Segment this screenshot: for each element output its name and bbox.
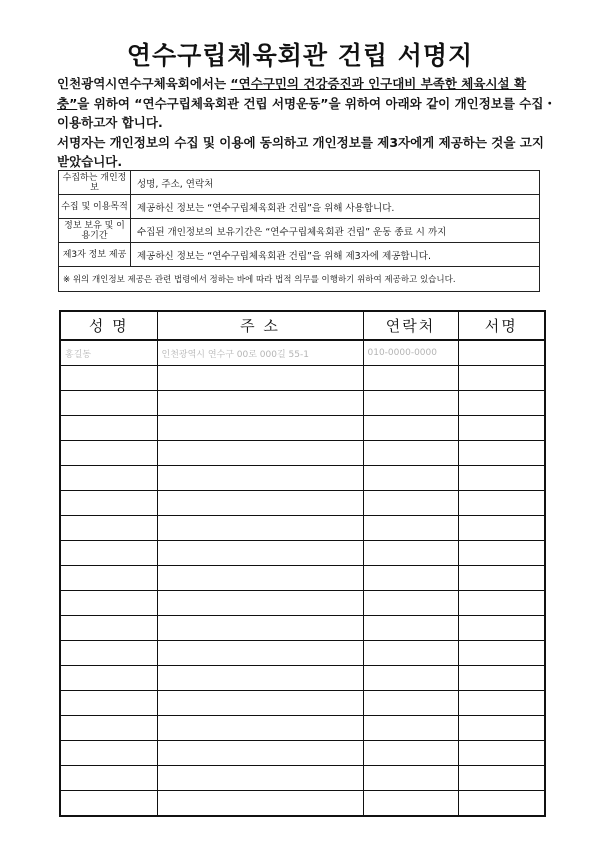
name-cell[interactable] [60,541,157,566]
header-name: 성 명 [60,311,157,340]
name-cell[interactable] [60,616,157,641]
signature-cell[interactable] [458,416,545,441]
name-cell[interactable] [60,441,157,466]
address-cell[interactable] [157,641,363,666]
signature-cell[interactable] [458,666,545,691]
intro-p1-quote: “연수구민의 건강증진과 인구대비 부족한 체육시설 확충” [57,76,527,111]
contact-cell[interactable] [363,741,458,766]
signature-row [60,591,545,616]
signature-cell[interactable] [458,516,545,541]
document-title: 연수구립체육회관 건립 서명지 [126,41,474,70]
address-cell[interactable] [157,516,363,541]
signature-table [59,310,546,817]
name-cell[interactable] [60,366,157,391]
name-cell[interactable] [60,516,157,541]
intro-paragraph-1 [57,74,557,133]
signature-cell[interactable] [458,466,545,491]
address-cell[interactable] [157,591,363,616]
address-cell[interactable] [157,441,363,466]
header-address: 주 소 [157,311,363,340]
signature-cell[interactable] [458,616,545,641]
signature-cell[interactable] [458,441,545,466]
consent-text: 제공하신 정보는 “연수구립체육회관 건립”을 위해 사용합니다. [131,195,540,219]
signature-row [60,691,545,716]
signature-cell[interactable] [458,741,545,766]
intro-p1-start: 인천광역시연수구체육회에서는 [57,76,231,91]
consent-note-row [59,267,540,292]
signature-cell[interactable] [458,766,545,791]
name-cell[interactable] [60,491,157,516]
address-cell[interactable] [157,741,363,766]
signature-cell[interactable] [458,566,545,591]
signature-row [60,566,545,591]
consent-label: 정보 보유 및 이용기간 [59,219,131,243]
signature-row [60,516,545,541]
address-cell[interactable] [157,566,363,591]
name-cell[interactable] [60,716,157,741]
contact-cell[interactable] [363,466,458,491]
name-cell[interactable] [60,691,157,716]
name-cell[interactable] [60,566,157,591]
name-cell[interactable] [60,391,157,416]
signature-cell[interactable] [458,791,545,817]
example-address[interactable]: 인천광역시 연수구 00로 000길 55-1 [157,340,363,366]
consent-row [59,243,540,267]
address-cell[interactable] [157,366,363,391]
contact-cell[interactable] [363,441,458,466]
address-cell[interactable] [157,416,363,441]
address-cell[interactable] [157,791,363,817]
signature-row [60,416,545,441]
address-cell[interactable] [157,541,363,566]
header-contact: 연락처 [363,311,458,340]
signature-cell[interactable] [458,691,545,716]
name-cell[interactable] [60,591,157,616]
intro-p1-end: 을 위하여 “연수구립체육회관 건립 서명운동”을 위하여 아래와 같이 개인정보를 수집・이용하고자 합니다. [57,95,556,130]
signature-cell[interactable] [458,491,545,516]
signature-row [60,741,545,766]
example-name[interactable]: 홍길동 [60,340,157,366]
address-cell[interactable] [157,716,363,741]
contact-cell[interactable] [363,491,458,516]
header-signature: 서명 [458,311,545,340]
address-cell[interactable] [157,691,363,716]
contact-cell[interactable] [363,391,458,416]
signature-header-row [60,311,545,340]
signature-row [60,391,545,416]
signature-row [60,441,545,466]
consent-label: 수집 및 이용목적 [59,195,131,219]
contact-cell[interactable] [363,516,458,541]
signature-row [60,541,545,566]
example-signature[interactable] [458,340,545,366]
signature-row [60,666,545,691]
intro-paragraph-2: 서명자는 개인정보의 수집 및 이용에 동의하고 개인정보를 제3자에게 제공하는 것을 고지 받았습니다. [57,134,544,169]
contact-cell[interactable] [363,766,458,791]
contact-cell[interactable] [363,641,458,666]
signature-row [60,366,545,391]
contact-cell[interactable] [363,791,458,817]
signature-cell[interactable] [458,391,545,416]
address-cell[interactable] [157,491,363,516]
name-cell[interactable] [60,466,157,491]
signature-cell[interactable] [458,366,545,391]
signature-row [60,641,545,666]
name-cell[interactable] [60,416,157,441]
address-cell[interactable] [157,766,363,791]
consent-text: 성명, 주소, 연락처 [131,171,540,195]
signature-row [60,791,545,817]
address-cell[interactable] [157,391,363,416]
contact-cell[interactable] [363,616,458,641]
contact-cell[interactable] [363,716,458,741]
signature-row [60,766,545,791]
consent-row [59,195,540,219]
contact-cell[interactable] [363,591,458,616]
signature-cell[interactable] [458,591,545,616]
signature-row [60,716,545,741]
signature-cell[interactable] [458,541,545,566]
address-cell[interactable] [157,616,363,641]
signature-cell[interactable] [458,716,545,741]
signature-row [60,466,545,491]
signature-row [60,616,545,641]
consent-row [59,219,540,243]
contact-cell[interactable] [363,691,458,716]
intro-text [57,74,557,172]
address-cell[interactable] [157,466,363,491]
name-cell[interactable] [60,666,157,691]
name-cell[interactable] [60,791,157,817]
example-contact[interactable]: 010-0000-0000 [363,340,458,366]
address-cell[interactable] [157,666,363,691]
contact-cell[interactable] [363,366,458,391]
contact-cell[interactable] [363,541,458,566]
contact-cell[interactable] [363,416,458,441]
signature-cell[interactable] [458,641,545,666]
example-row [60,340,545,366]
consent-text: 수집된 개인정보의 보유기간은 “연수구립체육회관 건립” 운동 종료 시 까지 [131,219,540,243]
consent-label: 수집하는 개인정보 [59,171,131,195]
name-cell[interactable] [60,766,157,791]
contact-cell[interactable] [363,566,458,591]
consent-note: ※ 위의 개인정보 제공은 관련 법령에서 정하는 바에 따라 법적 의무를 이행하기 위하여 제공하고 있습니다. [59,267,540,292]
consent-table [58,170,540,292]
signature-row [60,491,545,516]
name-cell[interactable] [60,641,157,666]
consent-row [59,171,540,195]
consent-label: 제3자 정보 제공 [59,243,131,267]
name-cell[interactable] [60,741,157,766]
consent-text: 제공하신 정보는 “연수구립체육회관 건립”을 위해 제3자에 제공합니다. [131,243,540,267]
contact-cell[interactable] [363,666,458,691]
